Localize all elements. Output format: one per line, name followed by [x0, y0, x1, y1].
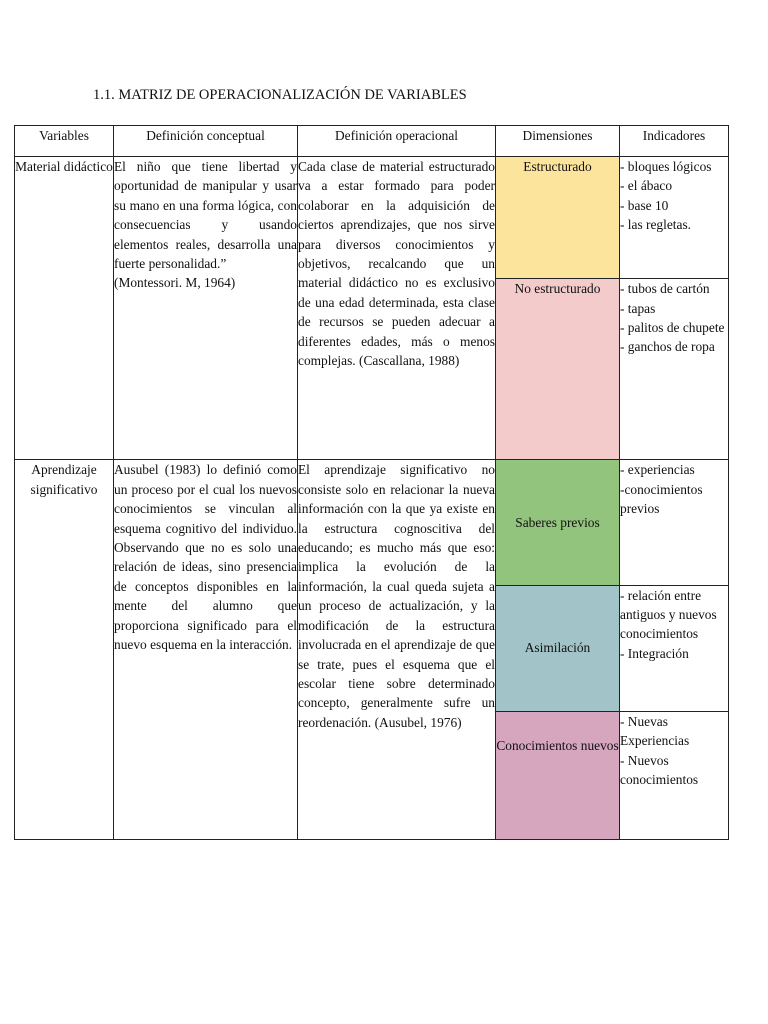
definicion-conceptual-cell: Ausubel (1983) lo definió como un proceso por el cual los nuevos conocimientos se vinculan al esquema cognitivo del individuo. Observando que no es solo una relación de ideas, sino presencia de conceptos disponibles en la mente del alumno que proporciona significado para el nuevo esquema en la interacción. [114, 460, 298, 840]
indicator-item: - Integración [620, 645, 689, 661]
indicator-item: - tapas [620, 300, 656, 316]
header-definicion-operacional: Definición operacional [298, 126, 496, 157]
definicion-operacional-cell: El aprendizaje significativo no consiste solo en relacionar la nueva información con la que ya existe en la estructura cognoscitiva del educando; es mucho más que eso: implica la evolución de la información, la cual queda sujeta a un proceso de actualización, y la modificación de la estructura involucrada en el aprendizaje de que se trate, pues el esquema que el escolar tiene sobre determinado concepto, generalmente sufre un reordenación. (Ausubel, 1976) [298, 460, 496, 840]
definicion-conceptual-citation: (Montessori. M, 1964) [114, 275, 236, 291]
indicator-item: - relación entre antiguos y nuevos conocimientos [620, 587, 717, 642]
indicator-item: - palitos de chupete [620, 320, 725, 335]
indicator-item: - las regletas. [620, 217, 692, 233]
definicion-conceptual-cell [114, 157, 298, 460]
indicator-item: - base 10 [620, 197, 669, 213]
document-title: 1.1. MATRIZ DE OPERACIONALIZACIÓN DE VARIABLES [93, 87, 467, 103]
header-definicion-conceptual: Definición conceptual [114, 126, 298, 157]
dimension-cell: Conocimientos nuevos [496, 711, 620, 839]
table-row [15, 460, 729, 585]
table-row [15, 157, 729, 279]
header-indicadores: Indicadores [620, 126, 729, 157]
indicator-item: - el ábaco [620, 178, 673, 194]
dimension-cell: No estructurado [496, 279, 620, 460]
indicators-cell [620, 711, 729, 839]
indicators-cell [620, 585, 729, 711]
operationalization-matrix [14, 125, 729, 840]
indicator-item: - bloques lógicos [620, 159, 712, 175]
header-dimensiones: Dimensiones [496, 126, 620, 157]
indicator-item: -conocimientos previos [620, 481, 703, 517]
indicators-cell [620, 279, 729, 460]
indicator-item: - Nuevos conocimientos [620, 752, 699, 787]
dimension-cell: Asimilación [496, 585, 620, 711]
definicion-conceptual-text: El niño que tiene libertad y oportunidad de manipular y usar su mano en una forma lógica, con consecuencias y usando elementos reales, desarrolla una fuerte personalidad.” [114, 159, 297, 272]
indicators-cell [620, 460, 729, 585]
definicion-operacional-cell: Cada clase de material estructurado va a estar formado para poder colaborar en la adquisición de ciertos aprendizajes, que nos sirve para diversos conocimientos y objetivos, recalcando que un material didáctico no es exclusivo de una edad determinada, esta clase de recursos se pueden adecuar a diferentes edades, más o menos complejas. (Cascallana, 1988) [298, 157, 496, 460]
dimension-cell: Saberes previos [496, 460, 620, 585]
dimension-cell: Estructurado [496, 157, 620, 279]
indicator-item: - Nuevas Experiencias [620, 713, 690, 749]
variable-cell: Aprendizaje significativo [15, 460, 114, 840]
indicator-item: - tubos de cartón [620, 281, 710, 297]
header-row [15, 126, 729, 157]
variable-cell: Material didáctico [15, 157, 114, 460]
indicator-item: - ganchos de ropa [620, 339, 715, 355]
header-variables: Variables [15, 126, 114, 157]
indicators-cell [620, 157, 729, 279]
indicator-item: - experiencias [620, 462, 695, 478]
